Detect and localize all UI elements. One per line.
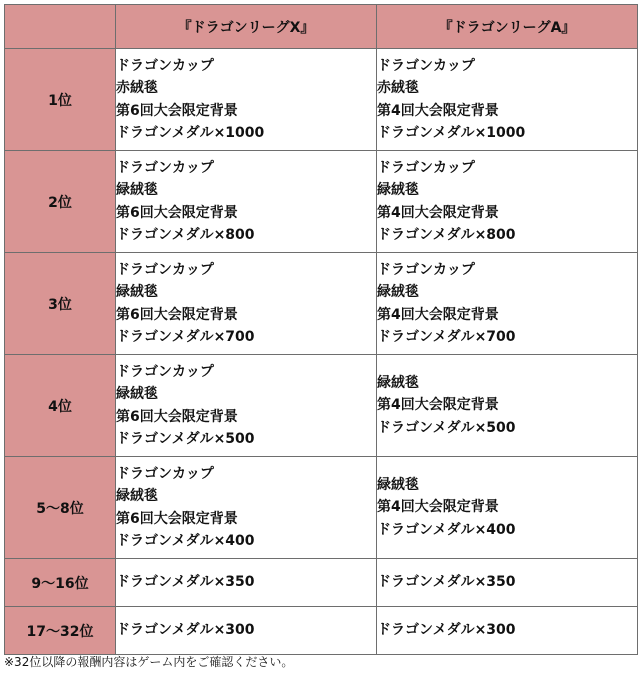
reward-cell-league-x	[116, 457, 377, 559]
reward-item: ドラゴンメダル×300	[116, 622, 255, 639]
reward-item: 赤絨毯	[116, 80, 158, 96]
reward-item: ドラゴンカップ	[377, 57, 475, 74]
reward-item: ドラゴンメダル×700	[116, 329, 255, 345]
reward-item: 緑絨毯	[116, 386, 158, 402]
reward-cell-league-a	[377, 457, 638, 559]
reward-cell-league-x	[116, 355, 377, 457]
reward-item: 第6回大会限定背景	[116, 510, 238, 527]
reward-item: 緑絨毯	[377, 182, 419, 198]
rank-label: 17～32位	[5, 607, 116, 655]
reward-item: 第6回大会限定背景	[116, 102, 238, 119]
reward-item: ドラゴンカップ	[116, 159, 214, 176]
rank-label: 5～8位	[5, 457, 116, 559]
rank-label: 9～16位	[5, 559, 116, 607]
reward-cell-league-a	[377, 355, 638, 457]
reward-item: ドラゴンメダル×1000	[116, 125, 265, 141]
reward-cell-league-x	[116, 49, 377, 151]
reward-item: 緑絨毯	[377, 476, 419, 493]
reward-item: ドラゴンカップ	[377, 159, 475, 176]
reward-cell-league-x	[116, 151, 377, 253]
reward-item: ドラゴンメダル×800	[116, 227, 255, 243]
table-row	[5, 355, 638, 457]
reward-item: 緑絨毯	[116, 284, 158, 300]
rank-label: 3位	[5, 253, 116, 355]
reward-cell-league-a	[377, 607, 638, 655]
reward-cell-league-a	[377, 253, 638, 355]
reward-item: ドラゴンメダル×400	[377, 521, 516, 538]
reward-item: ドラゴンメダル×400	[116, 533, 255, 549]
table-row	[5, 457, 638, 559]
table-row	[5, 253, 638, 355]
reward-item: ドラゴンメダル×1000	[377, 125, 526, 141]
reward-item: 緑絨毯	[377, 284, 419, 300]
rewards-table	[4, 4, 638, 655]
reward-item: 緑絨毯	[377, 374, 419, 391]
reward-item: 第4回大会限定背景	[377, 306, 499, 323]
reward-item: ドラゴンカップ	[116, 261, 214, 278]
reward-item: 第4回大会限定背景	[377, 102, 499, 119]
reward-item: 緑絨毯	[116, 182, 158, 198]
reward-item: 第6回大会限定背景	[116, 204, 238, 221]
table-body	[5, 49, 638, 655]
reward-item: 第4回大会限定背景	[377, 204, 499, 221]
reward-item: ドラゴンカップ	[116, 57, 214, 74]
rank-label: 2位	[5, 151, 116, 253]
corner-cell	[5, 5, 116, 49]
reward-cell-league-x	[116, 253, 377, 355]
reward-item: ドラゴンメダル×300	[377, 622, 516, 639]
column-header-league-a: 『ドラゴンリーグA』	[377, 5, 638, 49]
rank-label: 1位	[5, 49, 116, 151]
reward-item: ドラゴンメダル×350	[377, 574, 516, 591]
reward-item: ドラゴンカップ	[116, 465, 214, 482]
table-row	[5, 49, 638, 151]
reward-item: ドラゴンカップ	[116, 363, 214, 380]
reward-item: 緑絨毯	[116, 488, 158, 504]
reward-item: 赤絨毯	[377, 80, 419, 96]
reward-item: 第6回大会限定背景	[116, 408, 238, 425]
reward-cell-league-a	[377, 151, 638, 253]
reward-item: 第4回大会限定背景	[377, 499, 499, 516]
table-header-row	[5, 5, 638, 49]
reward-cell-league-a	[377, 49, 638, 151]
table-row	[5, 607, 638, 655]
reward-cell-league-x	[116, 607, 377, 655]
reward-item: ドラゴンメダル×500	[377, 419, 516, 436]
reward-item: 第4回大会限定背景	[377, 397, 499, 414]
reward-cell-league-a	[377, 559, 638, 607]
table-row	[5, 151, 638, 253]
rank-label: 4位	[5, 355, 116, 457]
reward-cell-league-x	[116, 559, 377, 607]
footnote: ※32位以降の報酬内容はゲーム内をご確認ください。	[4, 655, 294, 669]
table-row	[5, 559, 638, 607]
reward-item: ドラゴンメダル×700	[377, 329, 516, 345]
reward-item: ドラゴンメダル×500	[116, 431, 255, 447]
reward-item: ドラゴンメダル×350	[116, 574, 255, 591]
reward-item: ドラゴンカップ	[377, 261, 475, 278]
reward-item: 第6回大会限定背景	[116, 306, 238, 323]
reward-item: ドラゴンメダル×800	[377, 227, 516, 243]
column-header-league-x: 『ドラゴンリーグX』	[116, 5, 377, 49]
